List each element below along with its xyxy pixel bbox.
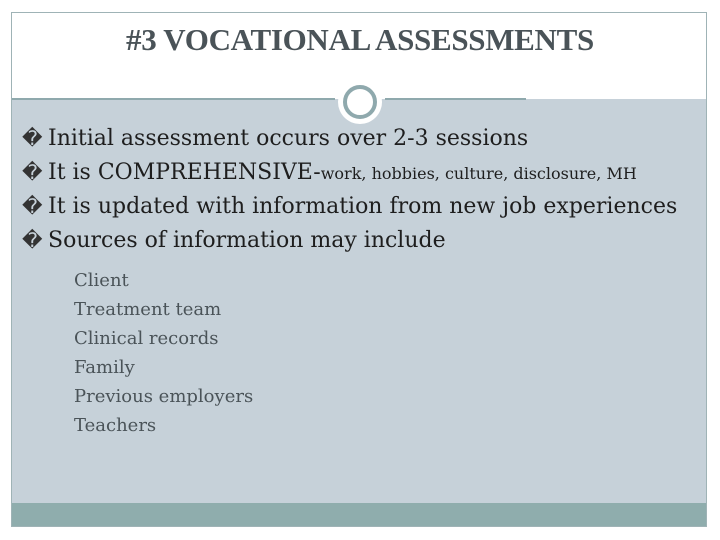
sub-bullet-text: Client — [74, 270, 129, 291]
bullet-glyph-icon: � — [22, 194, 43, 218]
bullet-list — [22, 121, 677, 257]
bullet-text: Sources of information may include — [48, 228, 446, 253]
title-divider-right — [385, 98, 526, 100]
sub-bullet-item — [52, 411, 253, 440]
sub-bullet-item — [52, 295, 253, 324]
sub-bullet-text: Previous employers — [74, 386, 254, 407]
title-divider-left — [12, 98, 335, 100]
bullet-text: It is COMPREHENSIVE- — [48, 160, 321, 185]
sub-bullet-text: Family — [74, 357, 135, 378]
sub-bullet-item — [52, 382, 253, 411]
sub-bullet-text: Clinical records — [74, 328, 219, 349]
sub-bullet-text: Teachers — [74, 415, 157, 436]
bullet-glyph-icon: � — [22, 126, 43, 150]
bullet-item — [22, 155, 677, 189]
bullet-glyph-icon: � — [22, 160, 43, 184]
sub-bullet-item — [52, 266, 253, 295]
ring-inner — [343, 85, 377, 119]
bullet-item — [22, 189, 677, 223]
sub-bullet-list — [52, 266, 253, 440]
divider-ring-icon — [338, 80, 382, 124]
bullet-item — [22, 121, 677, 155]
bullet-text: It is updated with information from new job experiences — [48, 194, 678, 219]
sub-bullet-item — [52, 353, 253, 382]
slide-title: #3 VOCATIONAL ASSESSMENTS — [126, 22, 594, 57]
bullet-text: Initial assessment occurs over 2-3 sessions — [48, 126, 529, 151]
bullet-glyph-icon: � — [22, 228, 43, 252]
bullet-item — [22, 223, 677, 257]
sub-bullet-text: Treatment team — [74, 299, 222, 320]
bullet-text-suffix: work, hobbies, culture, disclosure, MH — [320, 164, 637, 183]
sub-bullet-item — [52, 324, 253, 353]
